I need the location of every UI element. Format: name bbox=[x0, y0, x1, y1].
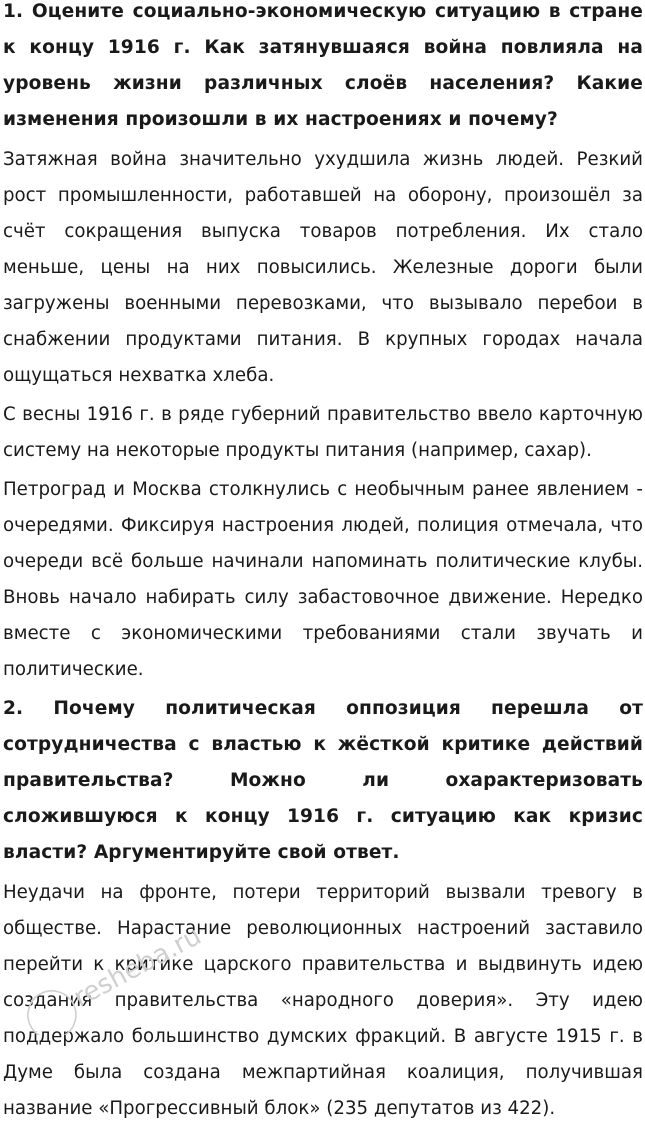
answer-1-paragraph-1: Затяжная война значительно ухудшила жизнь людей. Резкий рост промышленности, работавшей на оборону, произошёл за счёт сокращения выпуска товаров потребления. Их стало меньше, цены на них повысились. Железные дороги были загружены военными перевозками, что вызывало перебои в снабжении продуктами питания. В крупных городах начала ощущаться нехватка хлеба. bbox=[3, 149, 643, 386]
answer-1-paragraph-2: С весны 1916 г. в ряде губерний правительство ввело карточную систему на некоторые продукты питания (например, сахар). bbox=[3, 404, 643, 461]
question-2-heading: 2. Почему политическая оппозиция перешла от сотрудничества с властью к жёсткой критике действий правительства? Можно ли охарактеризовать сложившуюся к концу 1916 г. ситуацию как кризис власти? Аргументируйте свой ответ. bbox=[3, 698, 643, 863]
answer-1-paragraph-3: Петроград и Москва столкнулись с необычным ранее явлением - очередями. Фиксируя настроения людей, полиция отмечала, что очереди всё больше начинали напоминать политические клубы. Вновь начало набирать силу забастовочное движение. Нередко вместе с экономическими требованиями стали звучать и политические. bbox=[3, 479, 643, 680]
answer-2-paragraph-1: Неудачи на фронте, потери территорий вызвали тревогу в обществе. Нарастание революционных настроений заставило перейти к критике царского правительства и выдвинуть идею создания правительства «народного доверия». Эту идею поддержало большинство думских фракций. В августе 1915 г. в Думе была создана межпартийная коалиция, получившая название «Прогрессивный блок» (235 депутатов из 422). bbox=[3, 882, 643, 1119]
question-1-heading: 1. Оцените социально-экономическую ситуацию в стране к концу 1916 г. Как затянувшаяся война повлияла на уровень жизни различных слоёв населения? Какие изменения произошли в их настроениях и почему? bbox=[3, 1, 643, 130]
watermark-text: resheba.ru bbox=[68, 921, 207, 1014]
document-page bbox=[3, 0, 643, 1130]
